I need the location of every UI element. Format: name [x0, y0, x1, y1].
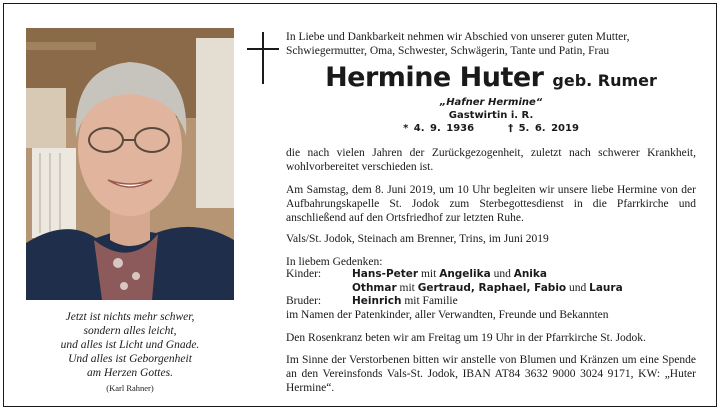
obituary-notice — [3, 3, 717, 407]
list-item — [286, 282, 706, 296]
child-entry: Othmar mit Gertraud, Raphael, Fabio und Laura — [352, 281, 623, 294]
rosary-note: Den Rosenkranz beten wir am Freitag um 19 Uhr in der Pfarrkirche St. Jodok. — [286, 332, 646, 344]
birth-date: * 4. 9. 1936 — [403, 123, 475, 134]
maiden-name: geb. Rumer — [552, 71, 657, 90]
death-date: † 5. 6. 2019 — [508, 123, 579, 134]
funeral-paragraph: Am Samstag, dem 8. Juni 2019, um 10 Uhr begleiten wir unsere liebe Hermine von der Aufbahrungskapelle St. Jodok zum Sterbegottesdienst in die Pfarrkirche und anschließend auf den Ortsfriedhof zur letzten Ruhe. — [286, 184, 696, 224]
quote-line: und alles ist Licht und Gnade. — [60, 339, 200, 351]
life-dates — [286, 122, 696, 135]
memorial-quote — [26, 310, 234, 395]
family-list — [286, 268, 706, 322]
brother-label: Bruder: — [286, 295, 322, 308]
portrait-photo — [26, 28, 234, 300]
intro-text: In Liebe und Dankbarkeit nehmen wir Abschied von unserer guten Mutter, Schwiegermutter, Oma, Schwester, Schwägerin, Tante und Patin, Frau — [286, 31, 630, 57]
occupation: Gastwirtin i. R. — [448, 110, 534, 121]
children-label: Kinder: — [286, 268, 322, 280]
list-item — [286, 268, 706, 282]
memorial-heading: In liebem Gedenken: — [286, 256, 383, 268]
brother-entry: Heinrich mit Familie — [352, 295, 458, 308]
deceased-name — [286, 62, 696, 97]
death-paragraph: die nach vielen Jahren der Zurückgezogenheit, zuletzt nach schwerer Krankheit, wohlvorbereitet verschieden ist. — [286, 147, 696, 173]
quote-line: Jetzt ist nichts mehr schwer, — [65, 311, 195, 323]
quote-line: sondern alles leicht, — [83, 325, 177, 337]
child-entry: Hans-Peter mit Angelika und Anika — [352, 268, 547, 280]
donation-note: Im Sinne der Verstorbenen bitten wir anstelle von Blumen und Kränzen um eine Spende an den Vereinsfonds Vals-St. Jodok, IBAN AT84 3632 9000 3024 9171, KW: „Huter Hermine“. — [286, 354, 696, 394]
place-date: Vals/St. Jodok, Steinach am Brenner, Trins, im Juni 2019 — [286, 233, 549, 245]
cross-icon — [247, 32, 279, 84]
list-item — [286, 295, 706, 309]
others-line: im Namen der Patenkinder, aller Verwandten, Freunde und Bekannten — [286, 308, 609, 321]
quote-line: Und alles ist Geborgenheit — [68, 353, 192, 365]
full-name: Hermine Huter — [325, 62, 544, 93]
quote-author: (Karl Rahner) — [106, 383, 154, 393]
quote-line: am Herzen Gottes. — [87, 367, 173, 379]
nickname: „Hafner Hermine“ — [439, 97, 543, 108]
deceased-details — [286, 96, 696, 135]
